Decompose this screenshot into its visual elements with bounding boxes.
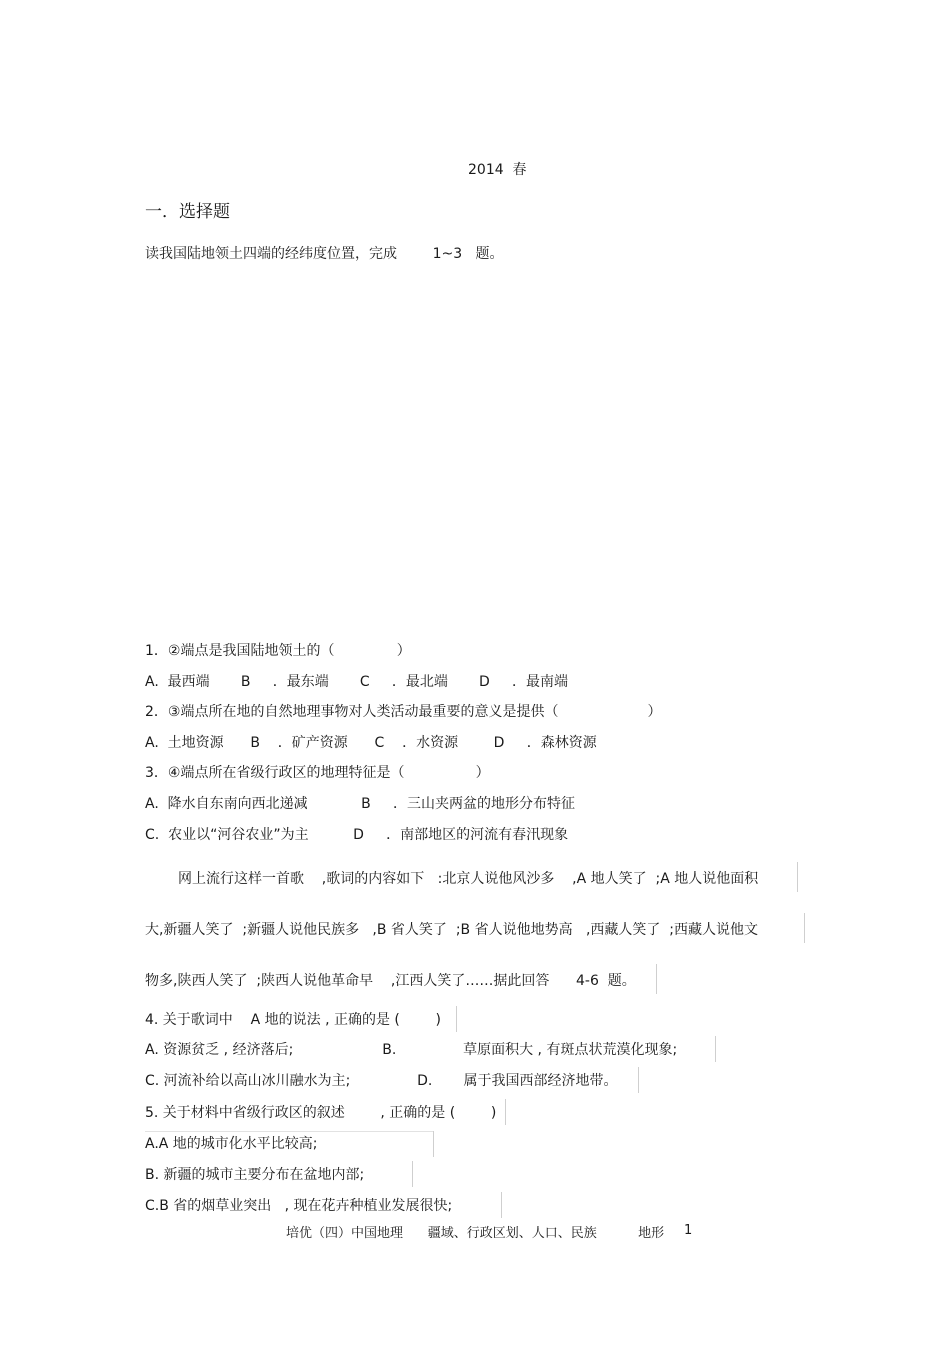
line-marker bbox=[804, 913, 805, 943]
question-1-options: A. 最西端 B ．最东端 C ．最北端 D ．最南端 bbox=[145, 674, 569, 690]
question-2-options: A. 土地资源 B ．矿产资源 C ．水资源 D ．森林资源 bbox=[145, 735, 597, 751]
question-4-options-ab: A. 资源贫乏 , 经济落后; B. 草原面积大 , 有斑点状荒漠化现象; bbox=[145, 1042, 678, 1058]
question-5-option-c: C.B 省的烟草业突出 , 现在花卉种植业发展很快; bbox=[145, 1198, 453, 1214]
passage-line-3: 物多,陕西人笑了 ;陕西人说他革命早 ,江西人笑了……据此回答 4-6 题。 bbox=[145, 973, 636, 989]
question-4-options-cd: C. 河流补给以高山冰川融水为主; D. 属于我国西部经济地带。 bbox=[145, 1073, 618, 1089]
document-title: 2014 春 bbox=[468, 162, 527, 178]
page-number: 1 bbox=[684, 1223, 693, 1238]
page-footer: 培优（四）中国地理 疆域、行政区划、人口、民族 地形 bbox=[286, 1226, 665, 1241]
intro-text: 读我国陆地领土四端的经纬度位置，完成 1~3 题。 bbox=[145, 246, 504, 262]
question-3-options-ab: A. 降水自东南向西北递减 B ．三山夹两盆的地形分布特征 bbox=[145, 796, 575, 812]
question-3-options-cd: C. 农业以“河谷农业”为主 D ．南部地区的河流有春汛现象 bbox=[145, 827, 569, 843]
question-1-stem: 1．②端点是我国陆地领土的（ ） bbox=[145, 643, 411, 659]
line-marker bbox=[656, 964, 657, 994]
question-4-stem: 4. 关于歌词中 A 地的说法 , 正确的是 ( ) bbox=[145, 1012, 441, 1028]
question-5-stem: 5. 关于材料中省级行政区的叙述 , 正确的是 ( ) bbox=[145, 1105, 497, 1121]
line-divider bbox=[145, 1131, 433, 1132]
figure-area bbox=[145, 280, 805, 620]
line-marker bbox=[797, 862, 798, 892]
line-marker bbox=[456, 1006, 457, 1032]
line-marker bbox=[505, 1099, 506, 1125]
question-5-option-b: B. 新疆的城市主要分布在盆地内部; bbox=[145, 1167, 365, 1183]
line-marker bbox=[715, 1036, 716, 1062]
passage-line-1: 网上流行这样一首歌 ,歌词的内容如下 :北京人说他风沙多 ,A 地人笑了 ;A 地人说他面积 bbox=[178, 871, 759, 887]
question-2-stem: 2．③端点所在地的自然地理事物对人类活动最重要的意义是提供（ ） bbox=[145, 704, 662, 720]
question-3-stem: 3．④端点所在省级行政区的地理特征是（ ） bbox=[145, 765, 490, 781]
line-marker bbox=[412, 1161, 413, 1187]
question-5-option-a: A.A 地的城市化水平比较高; bbox=[145, 1136, 318, 1152]
line-marker bbox=[433, 1131, 434, 1157]
line-marker bbox=[501, 1192, 502, 1218]
passage-line-2: 大,新疆人笑了 ;新疆人说他民族多 ,B 省人笑了 ;B 省人说他地势高 ,西藏人笑了 ;西藏人说他文 bbox=[145, 922, 759, 938]
section-heading: 一．选择题 bbox=[145, 202, 230, 222]
line-marker bbox=[638, 1067, 639, 1093]
